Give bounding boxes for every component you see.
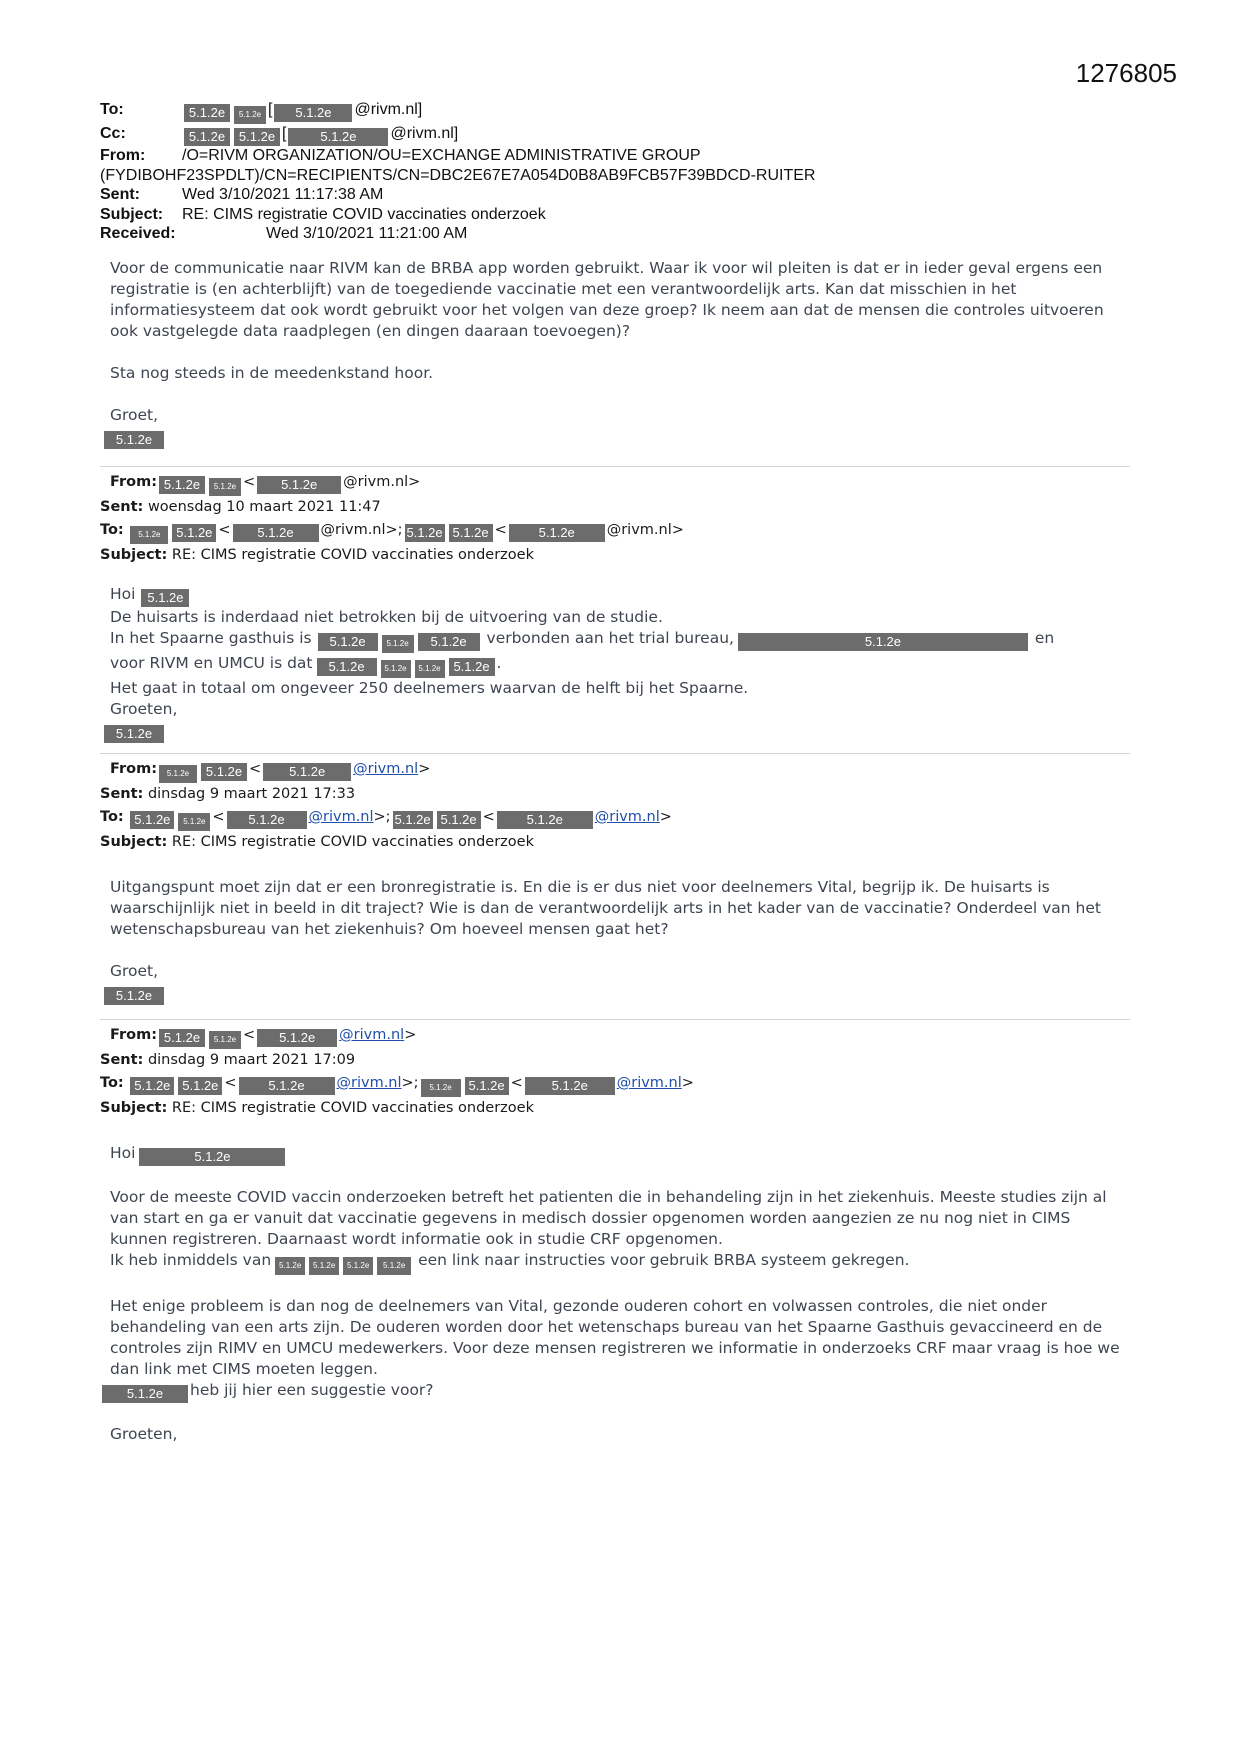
to-mid: >; bbox=[373, 809, 391, 825]
redaction: 5.1.2e bbox=[239, 1077, 335, 1095]
redaction: 5.1.2e bbox=[309, 1257, 339, 1275]
sent-label: Sent: bbox=[100, 499, 144, 515]
email-link[interactable]: @rivm.nl bbox=[308, 809, 374, 825]
redaction: 5.1.2e bbox=[381, 660, 411, 678]
to-suffix: @rivm.nl> bbox=[606, 522, 684, 538]
quoted-subject-row bbox=[100, 831, 1140, 854]
message-paragraph: Voor de meeste COVID vaccin onderzoeken betreft het patienten die in behandeling zijn in het ziekenhuis. Meeste studies zijn al van start en ga er vanuit dat vaccinatie gegevens in medisch dossier opgenomen worden aangezien ze nu nog niet in CIMS kunnen registreren. Daarnaast wordt informatie ook in studie CRF opgenomen. bbox=[110, 1188, 1107, 1248]
line-text: heb jij hier een suggestie voor? bbox=[190, 1381, 434, 1399]
from-value-2: (FYDIBOHF23SPDLT)/CN=RECIPIENTS/CN=DBC2E67E7A054D0B8AB9FCB57F39BDCD-RUITER bbox=[100, 166, 816, 184]
message-line bbox=[110, 653, 1130, 678]
salutation-text: Hoi bbox=[110, 585, 136, 603]
redaction: 5.1.2e bbox=[406, 525, 443, 540]
message-3-body bbox=[110, 877, 1130, 1005]
to-label: To: bbox=[100, 1075, 124, 1091]
redaction: 5.1.2e bbox=[738, 633, 1028, 651]
from-label: From: bbox=[110, 1027, 157, 1043]
quoted-to-row: To: 5.1.2e 5.1.2e < 5.1.2e @rivm.nl>; 5.1.2e 5.1.2e < 5.1.2e @rivm.nl> bbox=[100, 1072, 1140, 1097]
redaction: 5.1.2e bbox=[437, 811, 481, 829]
message-line: De huisarts is inderdaad niet betrokken bij de uitvoering van de studie. bbox=[110, 608, 663, 626]
line-text: . bbox=[496, 654, 502, 672]
quoted-subject-row bbox=[100, 1097, 1140, 1120]
redaction: 5.1.2e bbox=[449, 524, 493, 542]
quoted-to-row: To: 5.1.2e 5.1.2e < 5.1.2e @rivm.nl>; 5.1.2e 5.1.2e < 5.1.2e @rivm.nl> bbox=[100, 806, 1140, 831]
redaction: 5.1.2e bbox=[318, 633, 378, 651]
document-number: 1276805 bbox=[1075, 58, 1177, 88]
line-text: en bbox=[1034, 629, 1055, 647]
email-link[interactable]: @rivm.nl bbox=[353, 761, 419, 777]
redaction: 5.1.2e bbox=[421, 1079, 461, 1097]
signature-redaction: 5.1.2e bbox=[104, 725, 164, 743]
redaction: 5.1.2e bbox=[130, 526, 168, 544]
sent-label: Sent: bbox=[100, 786, 144, 802]
received-label: Received: bbox=[100, 225, 176, 243]
redaction: 5.1.2e bbox=[394, 812, 431, 827]
redaction: 5.1.2e bbox=[227, 811, 307, 829]
email-link[interactable]: @rivm.nl bbox=[336, 1075, 402, 1091]
line-text: een link naar instructies voor gebruik BRBA systeem gekregen. bbox=[418, 1251, 910, 1269]
to-end: > bbox=[681, 1075, 694, 1091]
subject-value: RE: CIMS registratie COVID vaccinaties onderzoek bbox=[171, 834, 534, 850]
sent-value: Wed 3/10/2021 11:17:38 AM bbox=[182, 186, 384, 204]
to-label: To: bbox=[100, 101, 124, 118]
message-greeting: Groeten, bbox=[110, 700, 178, 718]
from-label: From: bbox=[100, 147, 146, 164]
redaction: 5.1.2e bbox=[209, 1031, 241, 1049]
from-label: From: bbox=[110, 474, 157, 490]
quoted-header-1 bbox=[100, 471, 1140, 567]
from-end: > bbox=[418, 761, 431, 777]
from-suffix: @rivm.nl> bbox=[343, 474, 421, 490]
sent-label: Sent: bbox=[100, 186, 140, 204]
message-salutation bbox=[110, 1143, 1130, 1166]
redaction: 5.1.2e bbox=[263, 763, 351, 781]
quoted-from-row: From: 5.1.2e 5.1.2e < 5.1.2e @rivm.nl> bbox=[100, 758, 1140, 783]
to-label: To: bbox=[100, 522, 124, 538]
redaction: 5.1.2e bbox=[525, 1077, 615, 1095]
line-text: voor RIVM en UMCU is dat bbox=[110, 654, 313, 672]
redaction: 5.1.2e bbox=[449, 658, 495, 676]
sent-label: Sent: bbox=[100, 1052, 144, 1068]
redaction: 5.1.2e bbox=[418, 633, 480, 651]
message-line bbox=[110, 1380, 1130, 1403]
divider bbox=[100, 753, 1130, 754]
header-sent-row bbox=[100, 185, 1160, 205]
to-label: To: bbox=[100, 809, 124, 825]
quoted-sent-row bbox=[100, 1049, 1140, 1072]
redaction: 5.1.2e bbox=[382, 635, 414, 653]
message-paragraph: Voor de communicatie naar RIVM kan de BRBA app worden gebruikt. Waar ik voor wil pleiten is dat er in ieder geval ergens een registratie is (en achterblijft) van de toegediende vaccinatie met een verantwoordelijk arts. Kan dat misschien in het informatiesysteem dat ook wordt gebruikt voor het volgen van deze groep? Ik neem aan dat de mensen die controles uitvoeren ook vastgelegde data raadplegen (en dingen daaraan toevoegen)? bbox=[110, 259, 1104, 340]
divider bbox=[100, 1019, 1130, 1020]
redaction: 5.1.2e bbox=[178, 1077, 222, 1095]
received-value: Wed 3/10/2021 11:21:00 AM bbox=[266, 225, 468, 243]
sent-value: dinsdag 9 maart 2021 17:09 bbox=[147, 1052, 356, 1068]
sent-value: dinsdag 9 maart 2021 17:33 bbox=[147, 786, 356, 802]
redaction: 5.1.2e bbox=[233, 524, 319, 542]
quoted-from-row: From: 5.1.2e 5.1.2e < 5.1.2e @rivm.nl> bbox=[100, 471, 1140, 496]
redaction: 5.1.2e bbox=[172, 524, 216, 542]
from-value-1: /O=RIVM ORGANIZATION/OU=EXCHANGE ADMINISTRATIVE GROUP bbox=[182, 147, 701, 164]
message-line bbox=[110, 1250, 1130, 1275]
subject-label: Subject: bbox=[100, 834, 168, 850]
message-2-body bbox=[110, 584, 1130, 743]
cc-label: Cc: bbox=[100, 125, 126, 142]
subject-label: Subject: bbox=[100, 547, 168, 563]
header-received-row bbox=[100, 224, 1160, 244]
redaction: 5.1.2e bbox=[141, 589, 189, 607]
from-label: From: bbox=[110, 761, 157, 777]
redaction: 5.1.2e bbox=[275, 1257, 305, 1275]
redaction: 5.1.2e bbox=[257, 476, 341, 494]
message-salutation bbox=[110, 584, 1130, 607]
quoted-to-row: To: 5.1.2e 5.1.2e < 5.1.2e @rivm.nl>; 5.1.2e 5.1.2e < 5.1.2e @rivm.nl> bbox=[100, 519, 1140, 544]
redaction: 5.1.2e bbox=[234, 128, 280, 146]
cc-suffix: @rivm.nl] bbox=[390, 125, 459, 142]
email-link[interactable]: @rivm.nl bbox=[339, 1027, 405, 1043]
to-suffix: @rivm.nl] bbox=[354, 101, 423, 118]
message-line bbox=[110, 628, 1130, 653]
message-paragraph: Het enige probleem is dan nog de deelnemers van Vital, gezonde ouderen cohort en volwassen controles, die niet onder behandeling van een arts zijn. De ouderen worden door het wetenschaps bureau van het Spaarne Gasthuis gevaccineerd en de controles zijn RIMV en UMCU medewerkers. Voor deze mensen registreren we informatie in onderzoeks CRF maar vraag is hoe we dan link met CIMS moeten leggen. bbox=[110, 1297, 1120, 1378]
header-cc-row: Cc: 5.1.2e 5.1.2e [ 5.1.2e @rivm.nl] bbox=[100, 125, 459, 144]
message-line: Het gaat in totaal om ongeveer 250 deelnemers waarvan de helft bij het Spaarne. bbox=[110, 679, 749, 697]
redaction: 5.1.2e bbox=[509, 524, 605, 542]
message-greeting: Groet, bbox=[110, 962, 159, 980]
subject-value: RE: CIMS registratie COVID vaccinaties onderzoek bbox=[171, 547, 534, 563]
redaction: 5.1.2e bbox=[317, 658, 377, 676]
message-4-body bbox=[110, 1143, 1130, 1445]
header-from-row bbox=[100, 146, 1160, 166]
quoted-header-3 bbox=[100, 1024, 1140, 1120]
redaction: 5.1.2e bbox=[178, 813, 210, 831]
redaction: 5.1.2e bbox=[288, 128, 388, 146]
email-link[interactable]: @rivm.nl bbox=[594, 809, 660, 825]
redaction: 5.1.2e bbox=[234, 106, 266, 124]
redaction: 5.1.2e bbox=[184, 104, 230, 122]
redaction: 5.1.2e bbox=[184, 128, 230, 146]
redaction: 5.1.2e bbox=[257, 1029, 337, 1047]
redaction: 5.1.2e bbox=[415, 660, 445, 678]
divider bbox=[100, 466, 1130, 467]
header-subject-row bbox=[100, 205, 1160, 225]
redaction: 5.1.2e bbox=[159, 1029, 205, 1047]
redaction: 5.1.2e bbox=[130, 1077, 174, 1095]
email-header bbox=[100, 100, 1160, 244]
subject-label: Subject: bbox=[100, 1100, 168, 1116]
redaction: 5.1.2e bbox=[159, 476, 205, 494]
to-mid: @rivm.nl>; bbox=[320, 522, 403, 538]
message-1-body bbox=[110, 258, 1130, 449]
signature-redaction: 5.1.2e bbox=[104, 431, 164, 449]
to-mid: >; bbox=[401, 1075, 419, 1091]
header-to-row: To: 5.1.2e 5.1.2e [ 5.1.2e @rivm.nl] bbox=[100, 100, 1160, 124]
message-greeting: Groeten, bbox=[110, 1425, 178, 1443]
message-greeting: Groet, bbox=[110, 406, 159, 424]
line-text: verbonden aan het trial bureau, bbox=[486, 629, 734, 647]
quoted-header-2 bbox=[100, 758, 1140, 854]
redaction: 5.1.2e bbox=[343, 1257, 373, 1275]
signature-redaction: 5.1.2e bbox=[104, 987, 164, 1005]
redaction: 5.1.2e bbox=[201, 763, 247, 781]
message-paragraph: Uitgangspunt moet zijn dat er een bronregistratie is. En die is er dus niet voor deelnemers Vital, begrijp ik. De huisarts is waarschijnlijk niet in beeld in dit traject? Wie is dan de verantwoordelijk arts in het kader van de vaccinatie? Onderdeel van het wetenschapsbureau van het ziekenhuis? Om hoeveel mensen gaat het? bbox=[110, 878, 1101, 938]
line-text: In het Spaarne gasthuis is bbox=[110, 629, 312, 647]
line-text: Ik heb inmiddels van bbox=[110, 1251, 272, 1269]
redaction: 5.1.2e bbox=[209, 478, 241, 496]
message-paragraph: Sta nog steeds in de meedenkstand hoor. bbox=[110, 364, 434, 382]
quoted-from-row: From: 5.1.2e 5.1.2e < 5.1.2e @rivm.nl> bbox=[100, 1024, 1140, 1049]
quoted-subject-row bbox=[100, 544, 1140, 567]
to-end: > bbox=[659, 809, 672, 825]
subject-value: RE: CIMS registratie COVID vaccinaties onderzoek bbox=[182, 205, 546, 223]
redaction: 5.1.2e bbox=[274, 104, 352, 122]
email-link[interactable]: @rivm.nl bbox=[616, 1075, 682, 1091]
redaction: 5.1.2e bbox=[159, 765, 197, 783]
redaction: 5.1.2e bbox=[465, 1077, 509, 1095]
subject-label: Subject: bbox=[100, 205, 164, 223]
from-end: > bbox=[404, 1027, 417, 1043]
redaction: 5.1.2e bbox=[102, 1385, 188, 1403]
redaction: 5.1.2e bbox=[139, 1148, 285, 1166]
quoted-sent-row bbox=[100, 496, 1140, 519]
quoted-sent-row bbox=[100, 783, 1140, 806]
redaction: 5.1.2e bbox=[497, 811, 593, 829]
redaction: 5.1.2e bbox=[377, 1257, 411, 1275]
redaction: 5.1.2e bbox=[130, 811, 174, 829]
header-from-row-2 bbox=[100, 166, 1160, 186]
salutation-text: Hoi bbox=[110, 1144, 136, 1162]
sent-value: woensdag 10 maart 2021 11:47 bbox=[147, 499, 381, 515]
subject-value: RE: CIMS registratie COVID vaccinaties onderzoek bbox=[171, 1100, 534, 1116]
